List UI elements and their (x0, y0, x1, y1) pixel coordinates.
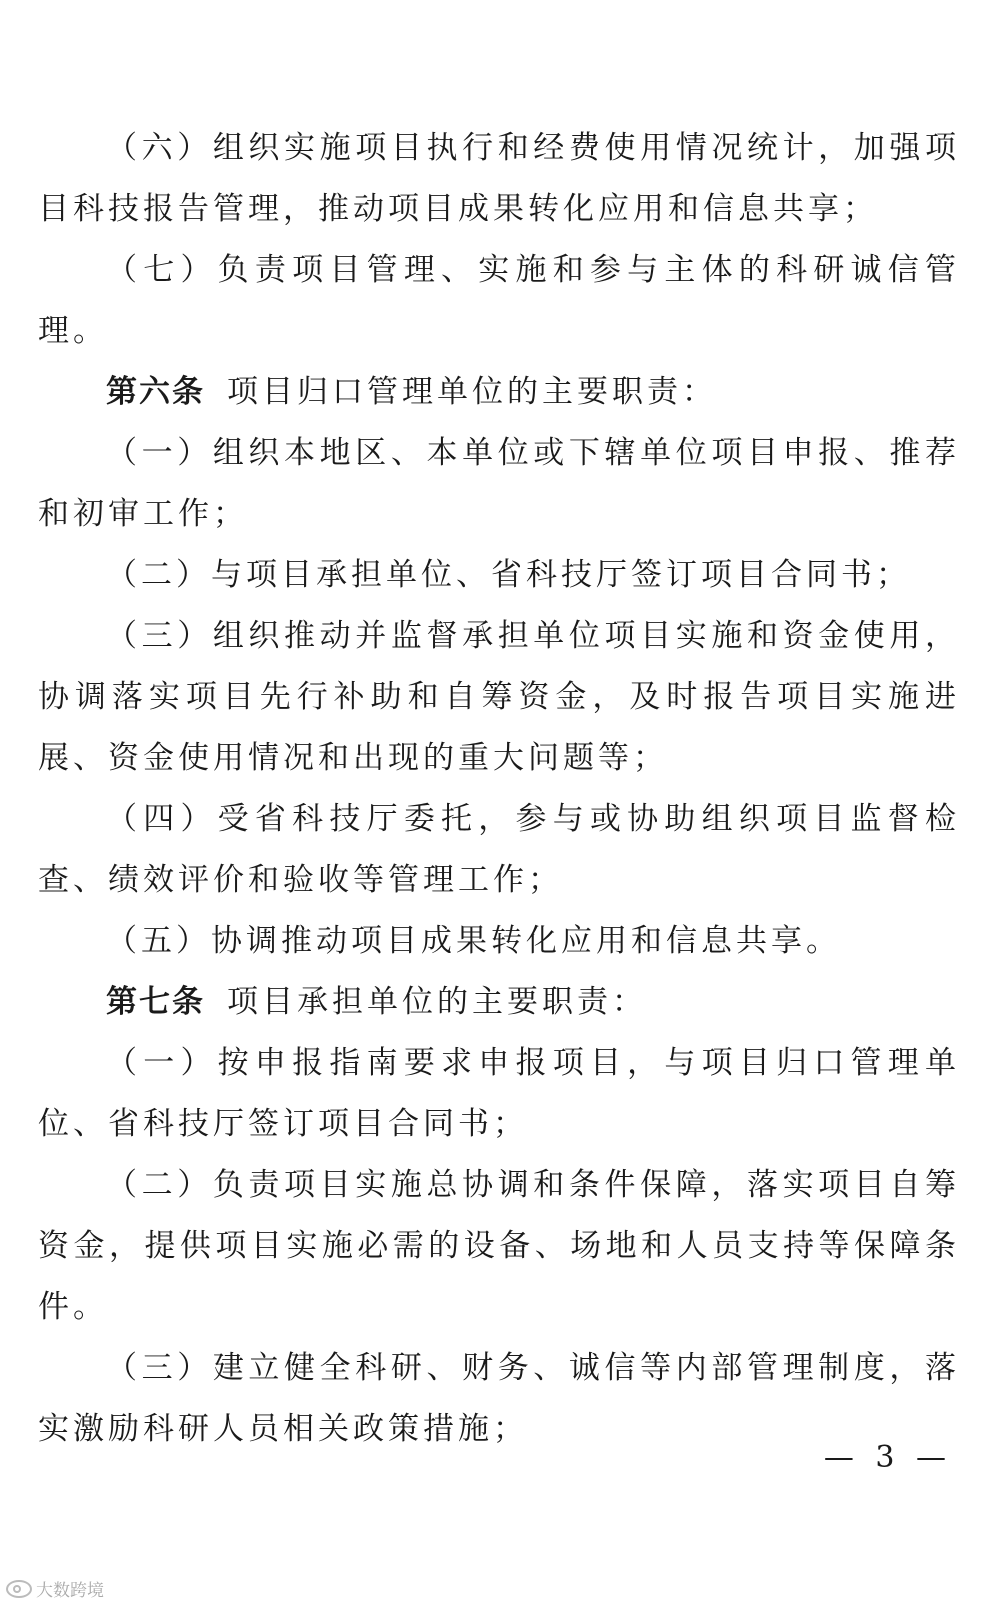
watermark-logo-icon (6, 1580, 32, 1598)
paragraph-text: （一）按申报指南要求申报项目，与项目归口管理单位、省科技厅签订项目合同书； (38, 1045, 960, 1142)
article-6-item-3 (38, 606, 960, 789)
paragraph-text: （三）建立健全科研、财务、诚信等内部管理制度，落实激励科研人员相关政策措施； (38, 1350, 960, 1447)
article-7-item-2 (38, 1155, 960, 1338)
paragraph-7 (38, 240, 960, 362)
paragraph-text: （四）受省科技厅委托，参与或协助组织项目监督检查、绩效评价和验收等管理工作； (38, 801, 960, 898)
paragraph-text: （二）与项目承担单位、省科技厅签订项目合同书； (106, 557, 911, 593)
article-6-item-5 (38, 911, 960, 972)
paragraph-text: （七）负责项目管理、实施和参与主体的科研诚信管理。 (38, 252, 960, 349)
article-6-item-2 (38, 545, 960, 606)
article-7-item-1 (38, 1033, 960, 1155)
article-6-item-4 (38, 789, 960, 911)
paragraph-6 (38, 118, 960, 240)
paragraph-text: （五）协调推动项目成果转化应用和信息共享。 (106, 923, 841, 959)
document-body (38, 118, 960, 1460)
article-label: 第七条 (106, 984, 205, 1020)
article-6-heading (38, 362, 960, 423)
paragraph-text: 项目承担单位的主要职责： (227, 984, 647, 1020)
paragraph-text: （六）组织实施项目执行和经费使用情况统计，加强项目科技报告管理，推动项目成果转化应用和信息共享； (38, 130, 960, 227)
paragraph-text: （一）组织本地区、本单位或下辖单位项目申报、推荐和初审工作； (38, 435, 960, 532)
article-6-item-1 (38, 423, 960, 545)
watermark-text: 大数跨境 (36, 1581, 104, 1601)
page-number: — 3 — (823, 1440, 952, 1475)
watermark (6, 1576, 104, 1601)
paragraph-text: 项目归口管理单位的主要职责： (227, 374, 717, 410)
article-label: 第六条 (106, 374, 205, 410)
paragraph-text: （三）组织推动并监督承担单位项目实施和资金使用，协调落实项目先行补助和自筹资金，及时报告项目实施进展、资金使用情况和出现的重大问题等； (38, 618, 960, 776)
article-7-heading (38, 972, 960, 1033)
article-7-item-3 (38, 1338, 960, 1460)
paragraph-text: （二）负责项目实施总协调和条件保障，落实项目自筹资金，提供项目实施必需的设备、场地和人员支持等保障条件。 (38, 1167, 960, 1325)
